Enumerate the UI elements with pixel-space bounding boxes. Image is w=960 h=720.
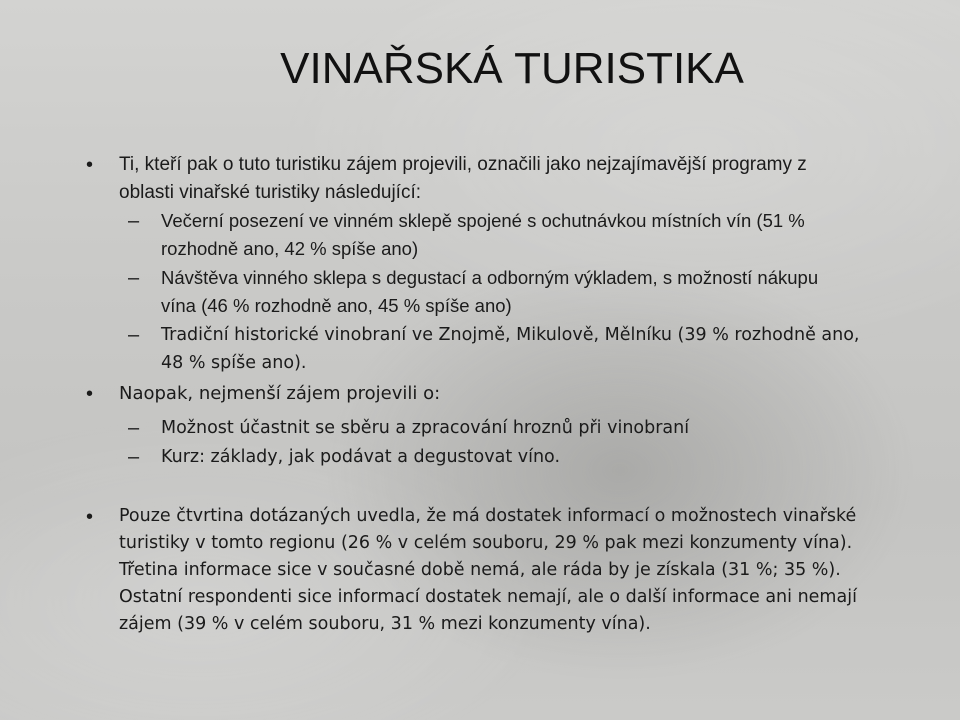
dash-marker: –: [128, 324, 140, 346]
dash-marker: –: [128, 210, 140, 232]
bullet-text: Ti, kteří pak o tuto turistiku zájem projevili, označili jako nejzajímavější programy z oblasti vinařské turistiky následující:: [119, 154, 807, 203]
dash-marker: –: [128, 417, 140, 439]
bullet-marker: •: [86, 506, 94, 528]
bullet-text: Naopak, nejmenší zájem projevili o:: [119, 383, 441, 404]
slide-title: VINAŘSKÁ TURISTIKA: [280, 44, 744, 93]
bullet-marker: •: [86, 383, 94, 405]
dash-marker: –: [128, 446, 140, 468]
dash-marker: –: [128, 267, 140, 289]
sub-item-text: Večerní posezení ve vinném sklepě spojené s ochutnávkou místních vín (51 % rozhodně ano, 42 % spíše ano): [161, 210, 805, 259]
bullet-marker: •: [86, 154, 94, 176]
sub-item-text: Návštěva vinného sklepa s degustací a odborným výkladem, s možností nákupu vína (46 % rozhodně ano, 45 % spíše ano): [161, 267, 819, 316]
sub-item-text: Možnost účastnit se sběru a zpracování hroznů při vinobraní: [161, 418, 690, 438]
sub-item-text: Tradiční historické vinobraní ve Znojmě, Mikulově, Mělníku (39 % rozhodně ano, 48 % spíše ano).: [161, 325, 860, 373]
sub-item-text: Kurz: základy, jak podávat a degustovat víno.: [161, 447, 561, 467]
bullet-text: Pouze čtvrtina dotázaných uvedla, že má dostatek informací o možnostech vinařské turistiky v tomto regionu (26 % v celém souboru, 29 % pak mezi konzumenty vína). Třetina informace sice v současné době nemá, ale ráda by je získala (31 %; 35 %). Ostatní respondenti sice informací dostatek nemají, ale o další informace ani nemají zájem (39 % v celém souboru, 31 % mezi konzumenty vína).: [119, 506, 857, 634]
